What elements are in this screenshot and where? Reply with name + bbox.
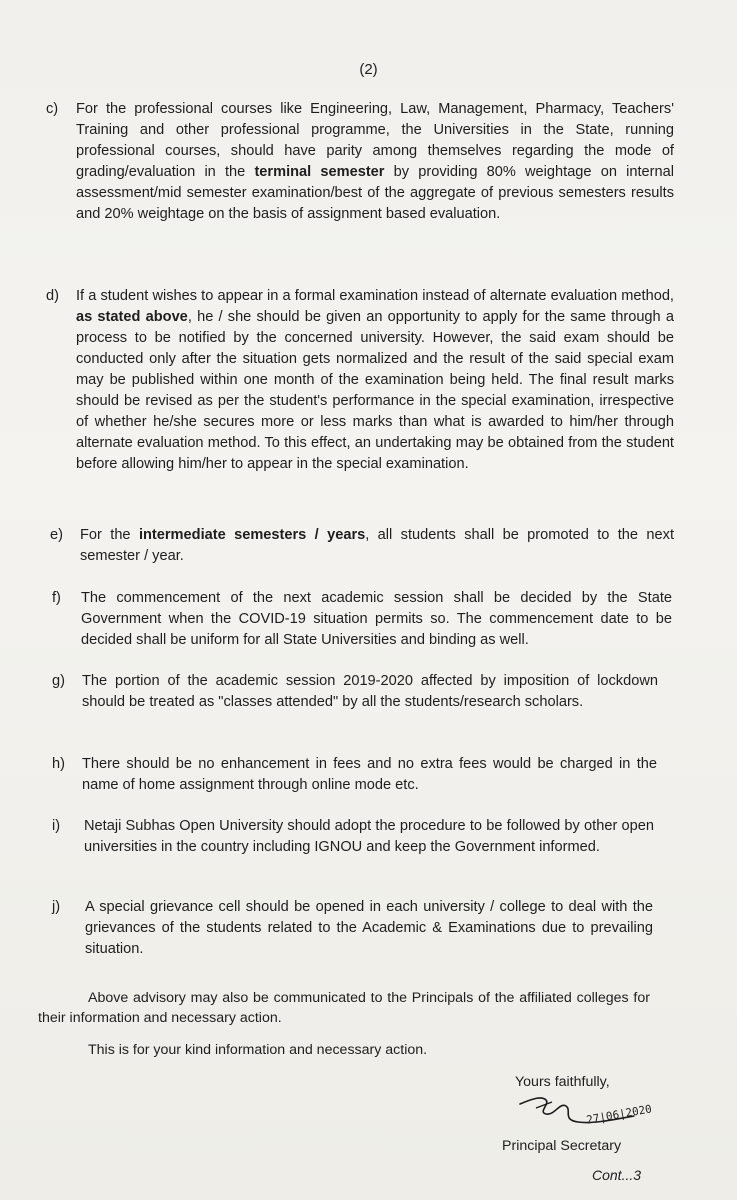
page-number: (2) xyxy=(359,61,378,78)
signature-date: 27|06|2020 xyxy=(585,1102,653,1127)
text-run: , he / she should be given an opportunity to apply for the same through a process to be notified by the concerned university. However, the said exam should be conducted only after the situation gets normalized and the result of the said special exam may be published within one month of the examination being held. The final result marks should be revised as per the student's performance in the special examination, irrespective of whether he/she secures more or less marks than what is awarded to him/her through alternate evaluation method. To this effect, an undertaking may be obtained from the student before allowing him/her to appear in the special examination. xyxy=(76,309,674,472)
text-run: by providing 80% weightage on internal assessment/mid semester examination/best of the aggregate of previous semesters results and 20% weightage on the basis of assignment based evaluation. xyxy=(76,164,674,222)
item-label: f) xyxy=(52,590,61,606)
text-run: , all students shall be promoted to the next semester / year. xyxy=(80,527,675,564)
item-text xyxy=(85,897,653,960)
text-run: The portion of the academic session 2019-2020 affected by imposition of lockdown should be treated as "classes attended" by all the students/research scholars. xyxy=(82,673,658,710)
text-run: Netaji Subhas Open University should adopt the procedure to be followed by other open universities in the country including IGNOU and keep the Government informed. xyxy=(84,818,654,855)
text-run: If a student wishes to appear in a formal examination instead of alternate evaluation method, xyxy=(76,288,674,304)
text-run: For the professional courses like Engineering, Law, Management, Pharmacy, Teachers' Training and other professional programme, the Universities in the State, running professional courses, should have parity among themselves regarding the mode of grading/evaluation in the xyxy=(76,101,674,180)
emphasis-text: terminal semester xyxy=(254,164,385,180)
text-run: For the xyxy=(80,527,139,543)
item-label: c) xyxy=(46,101,59,117)
item-text xyxy=(76,286,674,475)
text-run: There should be no enhancement in fees and no extra fees would be charged in the name of home assignment through online mode etc. xyxy=(82,756,657,793)
item-label: i) xyxy=(52,818,61,834)
closing-paragraph: Above advisory may also be communicated to the Principals of the affiliated colleges for their information and necessary action. xyxy=(38,990,650,1026)
item-text xyxy=(84,816,654,858)
text-run: The commencement of the next academic session shall be decided by the State Government when the COVID-19 situation permits so. The commencement date to be decided shall be uniform for all State Universities and binding as well. xyxy=(81,590,672,648)
item-label: g) xyxy=(52,673,65,689)
item-text xyxy=(81,588,672,651)
continued-marker: Cont...3 xyxy=(592,1167,642,1183)
item-label: h) xyxy=(52,756,65,772)
text-run: A special grievance cell should be opened in each university / college to deal with the grievances of the students related to the Academic & Examinations due to prevailing situation. xyxy=(85,899,653,957)
item-text xyxy=(80,525,674,567)
item-label: j) xyxy=(52,899,61,915)
signatory-designation: Principal Secretary xyxy=(502,1138,622,1154)
yours-faithfully: Yours faithfully, xyxy=(515,1074,610,1090)
closing-line: This is for your kind information and necessary action. xyxy=(88,1042,428,1058)
item-text xyxy=(76,99,674,225)
emphasis-text: intermediate semesters / years xyxy=(138,527,366,543)
emphasis-text: as stated above xyxy=(76,309,188,325)
item-label: d) xyxy=(46,288,59,304)
item-label: e) xyxy=(50,527,63,543)
item-text xyxy=(82,754,657,796)
item-text xyxy=(82,671,658,713)
